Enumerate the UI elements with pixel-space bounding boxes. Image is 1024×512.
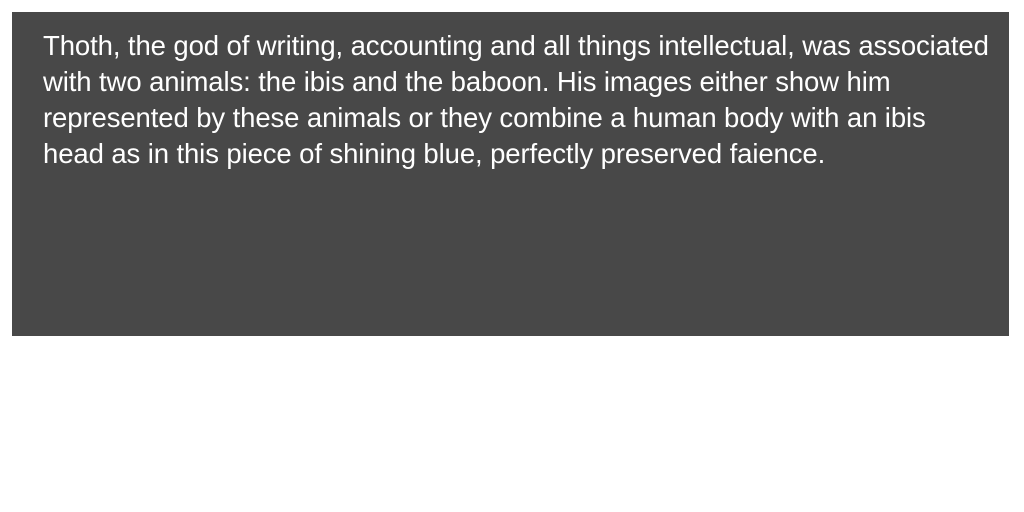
caption-text: Thoth, the god of writing, accounting and all things intellectual, was associated with two animals: the ibis and the baboon. His images either show him represented by these animals or they combine a human body with an ibis head as in this piece of shining blue, perfectly preserved faience.	[43, 30, 989, 169]
caption-panel	[12, 12, 1009, 336]
blank-area	[0, 336, 1024, 512]
